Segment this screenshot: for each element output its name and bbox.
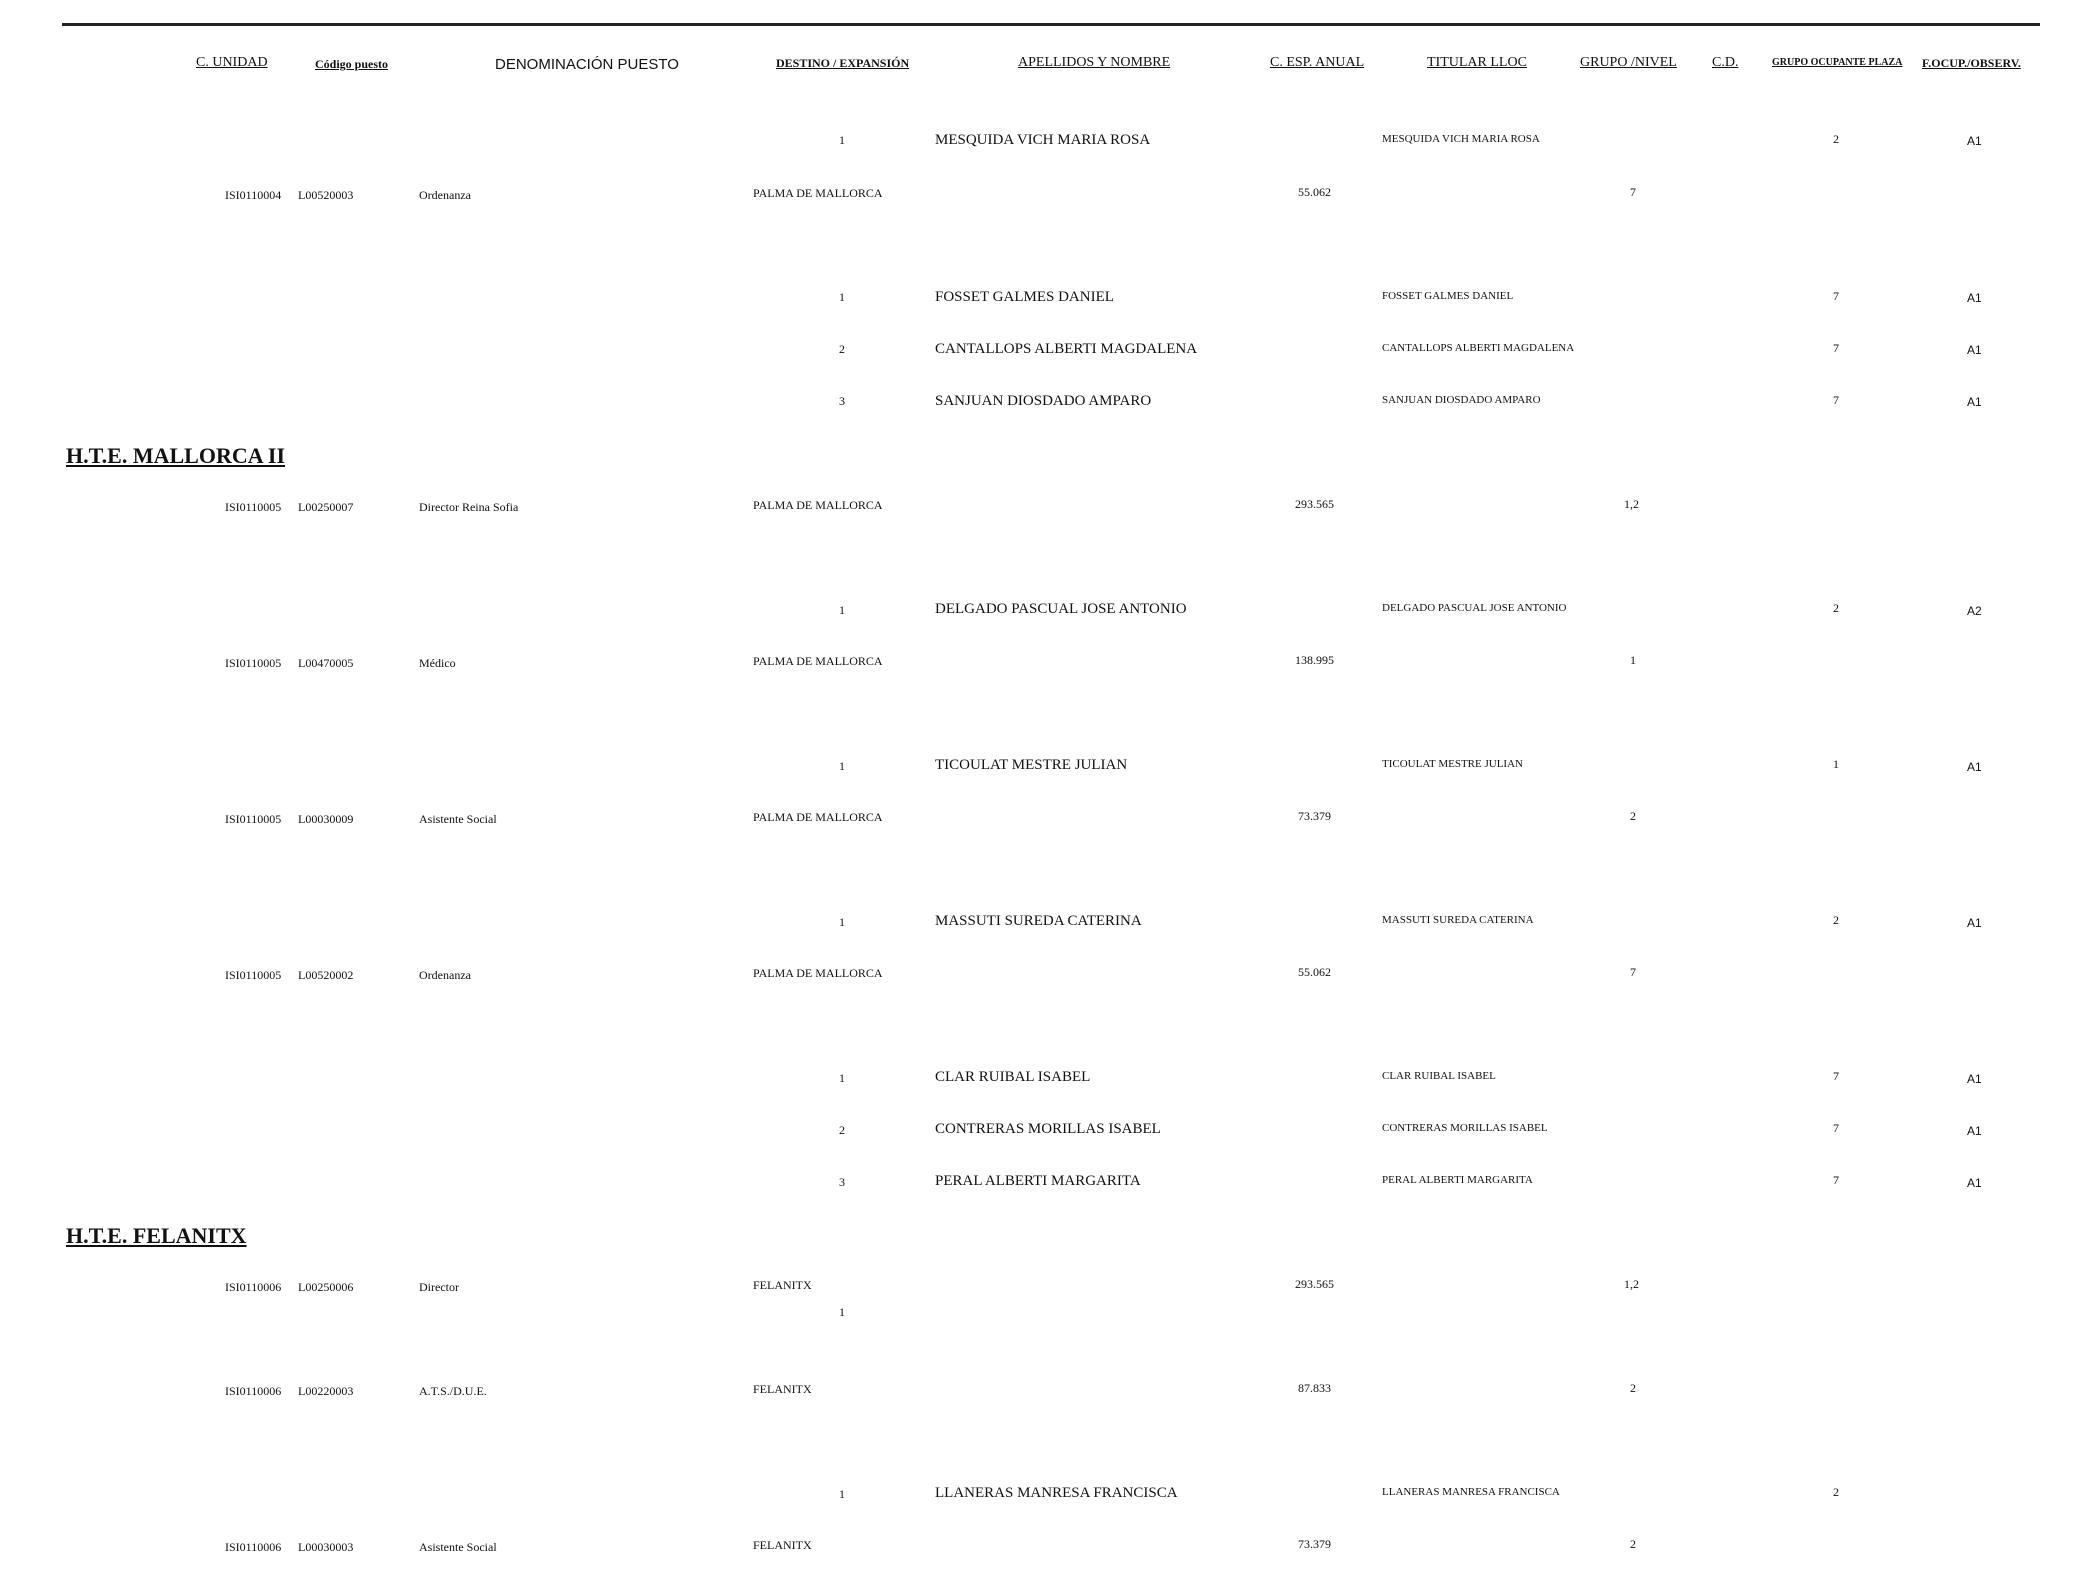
post-c-esp: 293.565 [1295, 1277, 1334, 1291]
post-destino: PALMA DE MALLORCA [753, 810, 883, 824]
post-unidad: ISI0110004 [225, 188, 282, 202]
occupant-name: FOSSET GALMES DANIEL [935, 289, 1114, 305]
occupant-grupo: 7 [1833, 1173, 1839, 1187]
occupant-name: LLANERAS MANRESA FRANCISCA [935, 1485, 1178, 1501]
post-grupo: 7 [1630, 185, 1636, 199]
post-c-esp: 87.833 [1298, 1381, 1331, 1395]
occupant-name: MASSUTI SUREDA CATERINA [935, 913, 1142, 929]
occupant-grupo: 2 [1833, 601, 1839, 615]
occupant-titular: MESQUIDA VICH MARIA ROSA [1382, 133, 1540, 145]
occupant-name: DELGADO PASCUAL JOSE ANTONIO [935, 601, 1187, 617]
occupant-obs: A1 [1967, 1124, 1982, 1138]
post-grupo: 2 [1630, 1537, 1636, 1551]
post-c-esp: 55.062 [1298, 965, 1331, 979]
occupant-grupo: 7 [1833, 393, 1839, 407]
occupant-name: CANTALLOPS ALBERTI MAGDALENA [935, 341, 1198, 357]
occupant-titular: CONTRERAS MORILLAS ISABEL [1382, 1122, 1548, 1134]
post-grupo: 7 [1630, 965, 1636, 979]
post-denominacion: Asistente Social [419, 812, 497, 826]
post-destino: FELANITX [753, 1538, 812, 1552]
post-destino: FELANITX [753, 1382, 812, 1396]
occupant-grupo: 1 [1833, 757, 1839, 771]
post-destino: PALMA DE MALLORCA [753, 186, 883, 200]
post-unidad: ISI0110005 [225, 812, 282, 826]
post-codigo: L00520003 [298, 188, 354, 202]
occupant-num: 1 [839, 1071, 845, 1085]
occupant-num: 3 [839, 394, 845, 408]
occupant-name: SANJUAN DIOSDADO AMPARO [935, 393, 1152, 409]
occupant-titular: SANJUAN DIOSDADO AMPARO [1382, 394, 1541, 406]
post-destino: PALMA DE MALLORCA [753, 498, 883, 512]
post-codigo: L00220003 [298, 1384, 354, 1398]
occupant-num: 1 [839, 759, 845, 773]
header-cd: C.D. [1712, 55, 1739, 70]
post-destino: PALMA DE MALLORCA [753, 966, 883, 980]
occupant-grupo: 2 [1833, 132, 1839, 146]
occupant-obs: A1 [1967, 760, 1982, 774]
header-c-unidad: C. UNIDAD [196, 55, 268, 70]
occupant-titular: TICOULAT MESTRE JULIAN [1382, 758, 1523, 770]
post-codigo: L00250007 [298, 500, 354, 514]
post-codigo: L00030003 [298, 1540, 354, 1554]
occupant-num: 1 [839, 915, 845, 929]
post-unidad: ISI0110005 [225, 968, 282, 982]
occupant-num: 1 [839, 1305, 845, 1319]
occupant-obs: A2 [1967, 604, 1982, 618]
occupant-grupo: 7 [1833, 341, 1839, 355]
occupant-obs: A1 [1967, 343, 1982, 357]
occupant-titular: LLANERAS MANRESA FRANCISCA [1382, 1486, 1560, 1498]
occupant-titular: CLAR RUIBAL ISABEL [1382, 1070, 1496, 1082]
section-title: H.T.E. MALLORCA II [66, 443, 286, 468]
header-destino: DESTINO / EXPANSIÓN [776, 56, 910, 70]
post-c-esp: 293.565 [1295, 497, 1334, 511]
post-unidad: ISI0110005 [225, 500, 282, 514]
occupant-num: 1 [839, 133, 845, 147]
header-f-ocup: F.OCUP./OBSERV. [1922, 56, 2021, 70]
occupant-obs: A1 [1967, 134, 1982, 148]
post-denominacion: A.T.S./D.U.E. [419, 1384, 487, 1398]
post-denominacion: Director [419, 1280, 459, 1294]
occupant-name: CONTRERAS MORILLAS ISABEL [935, 1121, 1161, 1137]
header-apellidos: APELLIDOS Y NOMBRE [1018, 55, 1171, 70]
post-grupo: 2 [1630, 809, 1636, 823]
post-codigo: L00250006 [298, 1280, 354, 1294]
occupant-num: 1 [839, 1487, 845, 1501]
occupant-num: 3 [839, 1175, 845, 1189]
occupant-obs: A1 [1967, 1072, 1982, 1086]
header-grupo: GRUPO /NIVEL [1580, 55, 1677, 70]
occupant-grupo: 7 [1833, 1069, 1839, 1083]
occupant-titular: DELGADO PASCUAL JOSE ANTONIO [1382, 602, 1567, 614]
section-title: H.T.E. FELANITX [66, 1223, 247, 1248]
post-denominacion: Asistente Social [419, 1540, 497, 1554]
occupant-grupo: 7 [1833, 289, 1839, 303]
post-c-esp: 55.062 [1298, 185, 1331, 199]
occupant-num: 1 [839, 290, 845, 304]
occupant-obs: A1 [1967, 1176, 1982, 1190]
post-unidad: ISI0110006 [225, 1280, 282, 1294]
post-unidad: ISI0110006 [225, 1540, 282, 1554]
header-denominacion: DENOMINACIÓN PUESTO [495, 56, 679, 73]
header-titular: TITULAR LLOC [1427, 55, 1527, 70]
occupant-name: CLAR RUIBAL ISABEL [935, 1069, 1091, 1085]
post-grupo: 1,2 [1624, 497, 1639, 511]
top-rule [62, 23, 2040, 26]
post-c-esp: 138.995 [1295, 653, 1334, 667]
occupant-grupo: 2 [1833, 913, 1839, 927]
post-destino: FELANITX [753, 1278, 812, 1292]
occupant-num: 2 [839, 1123, 845, 1137]
occupant-titular: CANTALLOPS ALBERTI MAGDALENA [1382, 342, 1575, 354]
occupant-titular: MASSUTI SUREDA CATERINA [1382, 914, 1534, 926]
occupant-obs: A1 [1967, 291, 1982, 305]
occupant-name: TICOULAT MESTRE JULIAN [935, 757, 1128, 773]
post-grupo: 1 [1630, 653, 1636, 667]
post-codigo: L00030009 [298, 812, 354, 826]
occupant-name: MESQUIDA VICH MARIA ROSA [935, 132, 1151, 148]
post-unidad: ISI0110005 [225, 656, 282, 670]
post-denominacion: Ordenanza [419, 968, 471, 982]
post-unidad: ISI0110006 [225, 1384, 282, 1398]
post-denominacion: Ordenanza [419, 188, 471, 202]
occupant-grupo: 2 [1833, 1485, 1839, 1499]
occupant-obs: A1 [1967, 395, 1982, 409]
post-denominacion: Director Reina Sofia [419, 500, 519, 514]
occupant-num: 2 [839, 342, 845, 356]
post-codigo: L00520002 [298, 968, 354, 982]
header-codigo-puesto: Código puesto [315, 57, 389, 71]
header-c-esp: C. ESP. ANUAL [1270, 55, 1365, 70]
occupant-num: 1 [839, 603, 845, 617]
post-grupo: 1,2 [1624, 1277, 1639, 1291]
header-grupo-ocupante: GRUPO OCUPANTE PLAZA [1772, 57, 1903, 68]
occupant-obs: A1 [1967, 916, 1982, 930]
post-denominacion: Médico [419, 656, 456, 670]
post-c-esp: 73.379 [1298, 1537, 1331, 1551]
post-destino: PALMA DE MALLORCA [753, 654, 883, 668]
post-codigo: L00470005 [298, 656, 354, 670]
occupant-titular: FOSSET GALMES DANIEL [1382, 290, 1514, 302]
occupant-titular: PERAL ALBERTI MARGARITA [1382, 1174, 1533, 1186]
occupant-name: PERAL ALBERTI MARGARITA [935, 1173, 1141, 1189]
post-c-esp: 73.379 [1298, 809, 1331, 823]
occupant-grupo: 7 [1833, 1121, 1839, 1135]
post-grupo: 2 [1630, 1381, 1636, 1395]
